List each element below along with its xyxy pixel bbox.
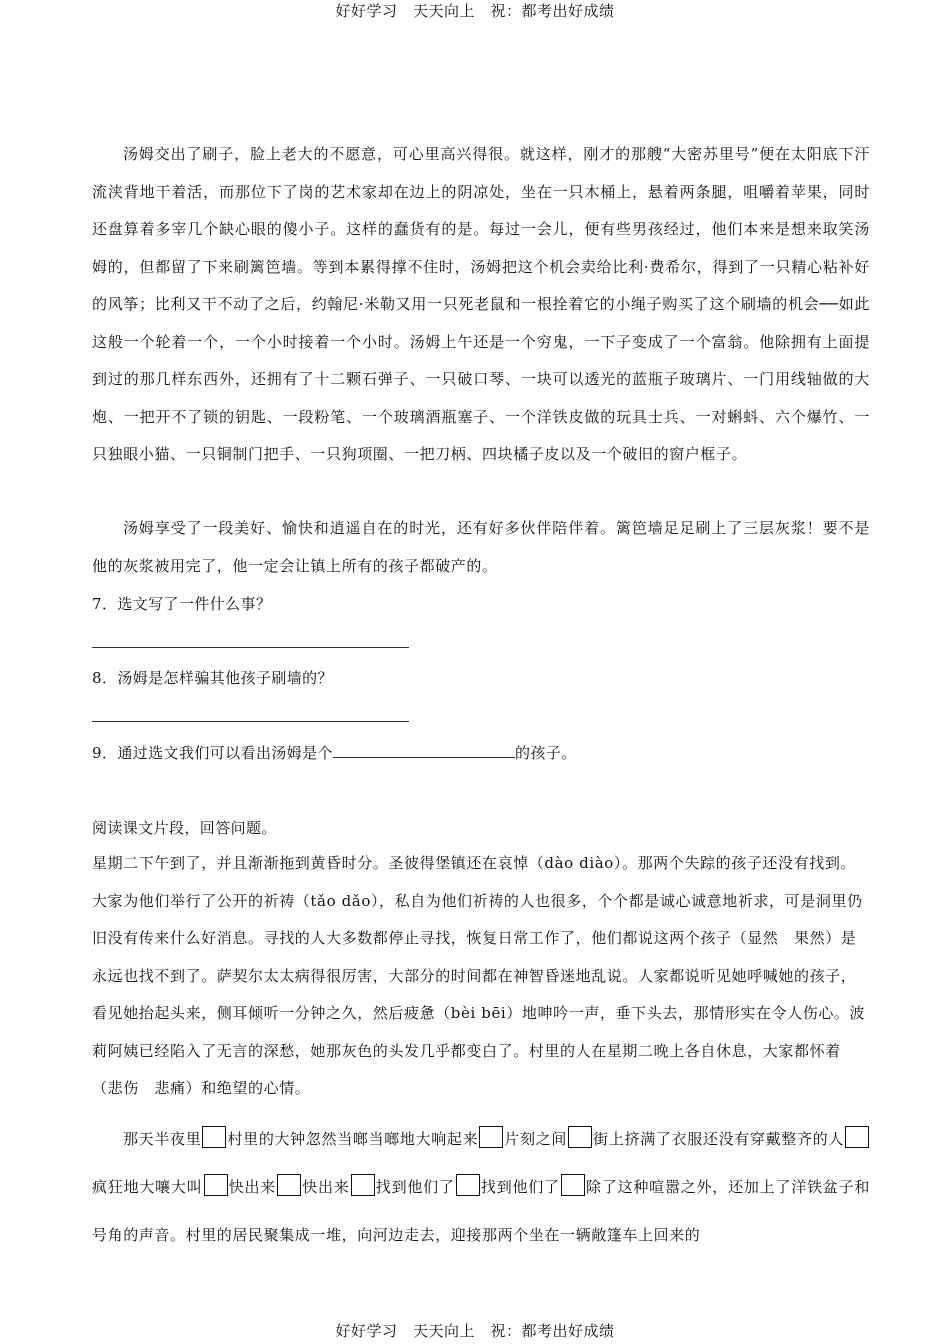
punctuation-box[interactable] <box>204 1174 228 1196</box>
punctuation-box[interactable] <box>568 1126 592 1148</box>
segment: 片刻之间 <box>504 1130 568 1148</box>
question-7: 7．选文写了一件什么事？ <box>92 595 272 613</box>
segment: 快出来 <box>302 1178 350 1196</box>
page-header: 好好学习 天天向上 祝：都考出好成绩 <box>335 2 615 20</box>
punctuation-box[interactable] <box>277 1174 301 1196</box>
segment: 那天半夜里 <box>123 1130 202 1148</box>
question-9-suffix: 的孩子。 <box>514 744 577 762</box>
segment: 除了这种喧嚣之外，还加上了洋铁盆子和号角的声音。村里的居民聚集成一堆，向河边走去，迎接那两个坐在一辆敞篷车上回来的 <box>92 1178 870 1244</box>
question-8: 8．汤姆是怎样骗其他孩子刷墙的？ <box>92 669 333 687</box>
passage1-paragraph2: 汤姆享受了一段美好、愉快和逍遥自在的时光，还有好多伙伴陪伴着。篱笆墙足足刷上了三层灰浆！要不是他的灰浆被用完了，他一定会让镇上所有的孩子都破产的。 <box>92 519 870 575</box>
section2-paragraph2 <box>92 1115 870 1259</box>
segment: 疯狂地大嚷大叫 <box>92 1178 203 1196</box>
question-9-prefix: 9．通过选文我们可以看出汤姆是个 <box>92 744 333 762</box>
segment: 街上挤满了衣服还没有穿戴整齐的人 <box>593 1130 844 1148</box>
question-9 <box>92 742 577 763</box>
passage1-paragraph1: 汤姆交出了刷子，脸上老大的不愿意，可心里高兴得很。就这样，刚才的那艘“大密苏里号”便在太阳底下汗流浃背地干着活，而那位下了岗的艺术家却在边上的阴凉处，坐在一只木桶上，悬着两条腿，咀嚼着苹果，同时还盘算着多宰几个缺心眼的傻小子。这样的蠢货有的是。每过一会儿，便有些男孩经过，他们本来是想来取笑汤姆的，但都留了下来刷篱笆墙。等到本累得撑不住时，汤姆把这个机会卖给比利·费希尔，得到了一只精心粘补好的风筝；比利又干不动了之后，约翰尼·米勒又用一只死老鼠和一根拴着它的小绳子购买了这个刷墙的机会──如此这般一个轮着一个，一个小时接着一个小时。汤姆上午还是一个穷鬼，一下子变成了一个富翁。他除拥有上面提到过的那几样东西外，还拥有了十二颗石弹子、一只破口琴、一块可以透光的蓝瓶子玻璃片、一门用线轴做的大炮、一把开不了锁的钥匙、一段粉笔、一个玻璃酒瓶塞子、一个洋铁皮做的玩具士兵、一对蝌蚪、六个爆竹、一只独眼小猫、一只铜制门把手、一只狗项圈、一把刀柄、四块橘子皮以及一个破旧的窗户框子。 <box>92 145 870 463</box>
punctuation-box[interactable] <box>456 1174 480 1196</box>
segment: 村里的大钟忽然当啷当啷地大响起来 <box>227 1130 479 1148</box>
page-footer: 好好学习 天天向上 祝：都考出好成绩 <box>335 1322 615 1340</box>
punctuation-box[interactable] <box>845 1126 869 1148</box>
answer-blank-9[interactable] <box>333 743 515 758</box>
punctuation-box[interactable] <box>561 1174 585 1196</box>
answer-line-7[interactable] <box>92 647 409 648</box>
segment: 找到他们了 <box>480 1178 560 1196</box>
punctuation-box[interactable] <box>351 1174 375 1196</box>
segment: 快出来 <box>228 1178 277 1196</box>
section2-paragraph1: 星期二下午到了，并且渐渐拖到黄昏时分。圣彼得堡镇还在哀悼（dào diào）。那两个失踪的孩子还没有找到。大家为他们举行了公开的祈祷（tǎo dǎo），私自为他们祈祷的人也很多，个个都是诚心诚意地祈求，可是洞里仍旧没有传来什么好消息。寻找的人大多数都停止寻找，恢复日常工作了，他们都说这两个孩子（显然 果然）是永远也找不到了。萨契尔太太病得很厉害，大部分的时间都在神智昏迷地乱说。人家都说听见她呼喊她的孩子，看见她抬起头来，侧耳倾听一分钟之久，然后疲惫（bèi bēi）地呻吟一声，垂下头去，那情形实在令人伤心。波莉阿姨已经陷入了无言的深愁，她那灰色的头发几乎都变白了。村里的人在星期二晚上各自休息，大家都怀着（悲伤 悲痛）和绝望的心情。 <box>92 854 866 1097</box>
segment: 找到他们了 <box>375 1178 455 1196</box>
punctuation-box[interactable] <box>202 1126 226 1148</box>
answer-line-8[interactable] <box>92 721 409 722</box>
section2-intro: 阅读课文片段，回答问题。 <box>92 819 277 837</box>
punctuation-box[interactable] <box>479 1126 503 1148</box>
